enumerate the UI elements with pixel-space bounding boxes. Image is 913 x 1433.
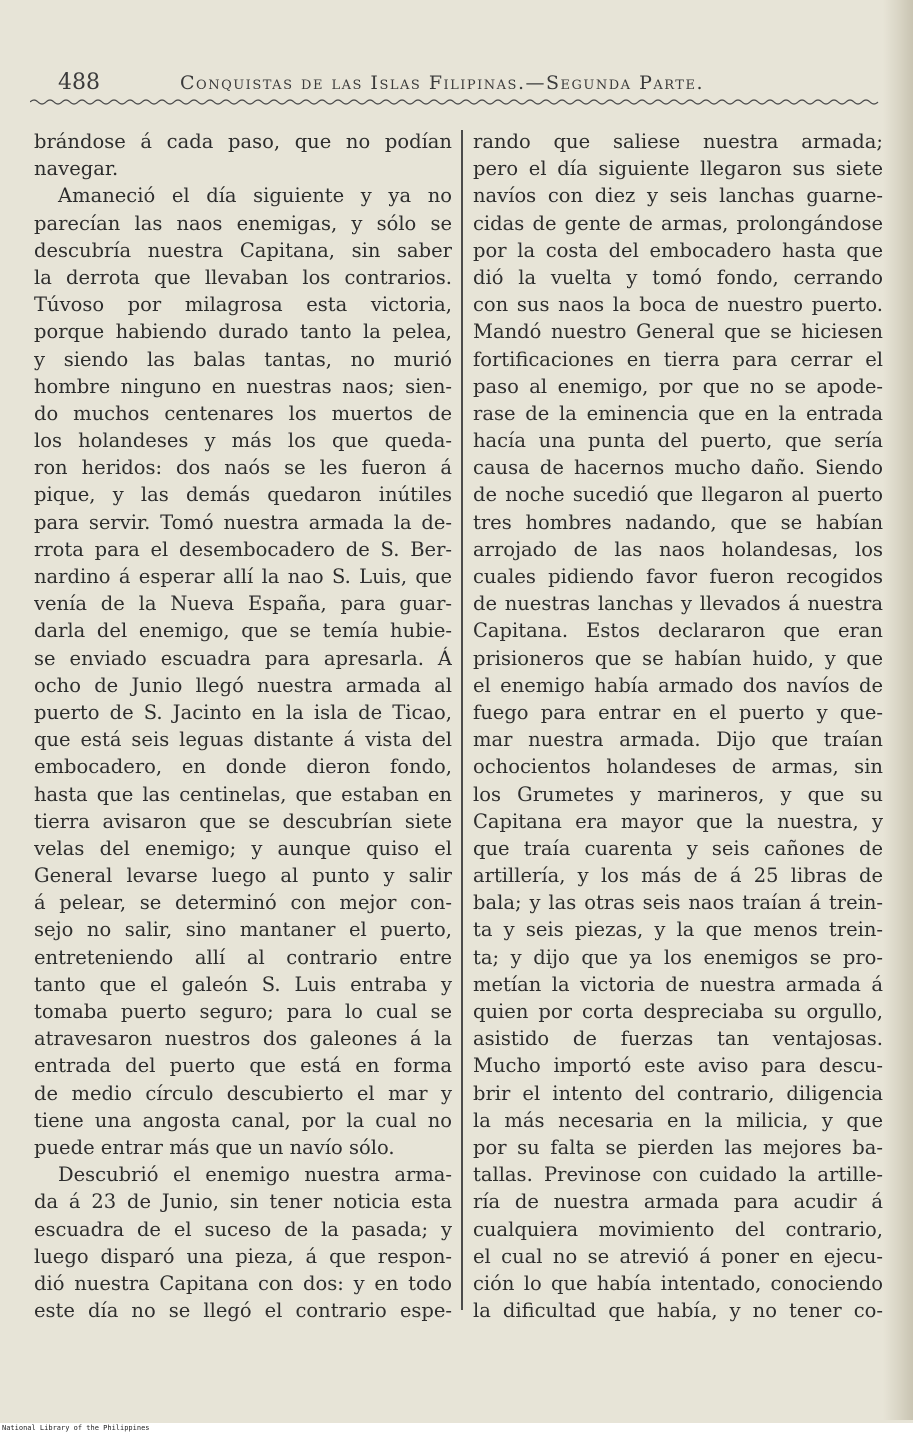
- text-line: hombre ninguno en nuestras naos; sien-: [34, 374, 452, 398]
- text-line: nardino á esperar allí la nao S. Luis, que: [34, 565, 452, 588]
- text-line: entrada del puerto que está en forma: [34, 1054, 452, 1078]
- text-line: y siendo las balas tantas, no murió: [34, 347, 452, 371]
- text-line: los Grumetes y marineros, y que su: [473, 782, 883, 806]
- text-line: da á 23 de Junio, sin tener noticia esta: [34, 1190, 452, 1214]
- text-line: ron heridos: dos naós se les fueron á: [34, 456, 452, 480]
- text-line: cidas de gente de armas, prolongándose: [473, 211, 883, 235]
- text-line: rrota para el desembocadero de S. Ber-: [34, 537, 452, 561]
- page-number: 488: [58, 70, 100, 95]
- text-line: embocadero, en donde dieron fondo,: [34, 755, 452, 779]
- text-line: arrojado de las naos holandesas, los: [473, 537, 883, 561]
- text-line: se enviado escuadra para apresarla. Á: [34, 646, 452, 670]
- text-line: do muchos centenares los muertos de: [34, 401, 452, 425]
- text-line: darla del enemigo, que se temía hubie-: [34, 619, 452, 643]
- text-line: hacía una punta del puerto, que sería: [473, 429, 883, 453]
- text-line: rando que saliese nuestra armada;: [473, 130, 883, 153]
- text-line: á pelear, se determinó con mejor con-: [34, 891, 452, 915]
- text-line: ción lo que había intentado, conociendo: [473, 1271, 883, 1295]
- text-line: fuego para entrar en el puerto y que-: [473, 700, 883, 724]
- text-line: navegar.: [34, 157, 119, 181]
- text-line: este día no se llegó el contrario espe-: [34, 1299, 452, 1323]
- column-divider: [461, 130, 463, 1310]
- text-line: por su falta se pierden las mejores ba-: [473, 1135, 883, 1159]
- text-line: pero el día siguiente llegaron sus siete: [473, 157, 883, 181]
- text-line: que está seis leguas distante á vista del: [34, 728, 452, 752]
- text-line: General levarse luego al punto y salir: [34, 864, 452, 888]
- text-line: brir el intento del contrario, diligencia: [473, 1081, 883, 1105]
- text-line: la más necesaria en la milicia, y que: [473, 1108, 883, 1132]
- text-line: la dificultad que había, y no tener co-: [473, 1299, 883, 1323]
- text-line: Mandó nuestro General que se hiciesen: [473, 320, 883, 344]
- text-line: que traía cuarenta y seis cañones de: [473, 836, 883, 860]
- text-line: para servir. Tomó nuestra armada la de-: [34, 510, 452, 534]
- text-line: hasta que las centinelas, que estaban en: [34, 782, 452, 806]
- text-line: Capitana era mayor que la nuestra, y: [473, 809, 883, 833]
- text-line: tres hombres nadando, que se habían: [473, 510, 883, 534]
- text-line: tierra avisaron que se descubrían siete: [34, 809, 452, 833]
- text-line: prisioneros que se habían huido, y que: [473, 646, 883, 670]
- right-text-column: [473, 128, 883, 1324]
- text-line: el cual no se atrevió á poner en ejecu-: [473, 1244, 883, 1268]
- text-line: Túvoso por milagrosa esta victoria,: [34, 293, 452, 317]
- text-line: ta; y dijo que ya los enemigos se pro-: [473, 945, 883, 969]
- text-line: bala; y las otras seis naos traían á trein-: [473, 891, 883, 915]
- text-line: cualquiera movimiento del contrario,: [473, 1217, 883, 1241]
- text-line: por la costa del embocadero hasta que: [473, 238, 883, 262]
- text-line: quien por corta despreciaba su orgullo,: [473, 1000, 883, 1023]
- text-line: ochocientos holandeses de armas, sin: [473, 755, 883, 779]
- text-line: cuales pidiendo favor fueron recogidos: [473, 565, 883, 588]
- text-line: porque habiendo durado tanto la pelea,: [34, 320, 452, 344]
- library-watermark: National Library of the Philippines: [2, 1424, 150, 1432]
- text-line: descubría nuestra Capitana, sin saber: [34, 238, 452, 262]
- text-line: rase de la eminencia que en la entrada: [473, 401, 883, 425]
- text-line: causa de hacernos mucho daño. Siendo: [473, 456, 883, 480]
- text-line: con sus naos la boca de nuestro puerto.: [473, 293, 883, 317]
- text-line: dió la vuelta y tomó fondo, cerrando: [473, 265, 883, 289]
- text-line: tomaba puerto seguro; para lo cual se: [34, 1000, 452, 1023]
- text-line: sejo no salir, sino mantaner el puerto,: [34, 918, 452, 942]
- text-line: brándose á cada paso, que no podían: [34, 130, 452, 153]
- text-line: luego disparó una pieza, á que respon-: [34, 1244, 452, 1268]
- header-wavy-rule: [30, 96, 882, 108]
- text-line: ría de nuestra armada para acudir á: [473, 1190, 883, 1214]
- text-line: velas del enemigo; y aunque quiso el: [34, 836, 452, 860]
- text-line: atravesaron nuestros dos galeones á la: [34, 1027, 452, 1051]
- text-line: de medio círculo descubierto el mar y: [34, 1081, 452, 1105]
- text-line: tallas. Previnose con cuidado la artille-: [473, 1163, 883, 1187]
- text-line: escuadra de el suceso de la pasada; y: [34, 1217, 452, 1241]
- text-line: Descubrió el enemigo nuestra arma-: [58, 1163, 452, 1187]
- text-line: mar nuestra armada. Dijo que traían: [473, 728, 883, 752]
- text-line: venía de la Nueva España, para guar-: [34, 592, 452, 616]
- text-line: fortificaciones en tierra para cerrar el: [473, 347, 883, 371]
- page-header: [30, 60, 880, 100]
- text-line: el enemigo había armado dos navíos de: [473, 673, 883, 697]
- text-line: metían la victoria de nuestra armada á: [473, 972, 883, 996]
- text-line: Mucho importó este aviso para descu-: [473, 1054, 883, 1078]
- text-line: navíos con diez y seis lanchas guarne-: [473, 184, 883, 208]
- text-line: artillería, y los más de á 25 libras de: [473, 864, 883, 888]
- text-line: la derrota que llevaban los contrarios.: [34, 265, 452, 289]
- text-line: dió nuestra Capitana con dos: y en todo: [34, 1271, 452, 1295]
- text-line: tanto que el galeón S. Luis entraba y: [34, 972, 452, 996]
- text-line: Amaneció el día siguiente y ya no: [58, 184, 452, 208]
- text-line: puerto de S. Jacinto en la isla de Ticao,: [34, 700, 452, 724]
- scan-edge-shadow: [883, 0, 913, 1420]
- text-line: ocho de Junio llegó nuestra armada al: [34, 673, 452, 697]
- text-line: puede entrar más que un navío sólo.: [34, 1135, 395, 1159]
- text-line: parecían las naos enemigas, y sólo se: [34, 211, 452, 235]
- running-title: Conquistas de las Islas Filipinas.—Segunda Parte.: [180, 72, 704, 94]
- text-line: pique, y las demás quedaron inútiles: [34, 483, 452, 507]
- text-line: de nuestras lanchas y llevados á nuestra: [473, 592, 883, 616]
- text-line: tiene una angosta canal, por la cual no: [34, 1108, 452, 1132]
- text-line: Capitana. Estos declararon que eran: [473, 619, 883, 643]
- text-line: paso al enemigo, por que no se apode-: [473, 374, 883, 398]
- text-line: asistido de fuerzas tan ventajosas.: [473, 1027, 883, 1051]
- text-line: de noche sucedió que llegaron al puerto: [473, 483, 883, 507]
- text-line: los holandeses y más los que queda-: [34, 429, 452, 453]
- text-line: entreteniendo allí al contrario entre: [34, 945, 452, 969]
- text-line: ta y seis piezas, y la que menos trein-: [473, 918, 883, 942]
- left-text-column: [34, 128, 452, 1324]
